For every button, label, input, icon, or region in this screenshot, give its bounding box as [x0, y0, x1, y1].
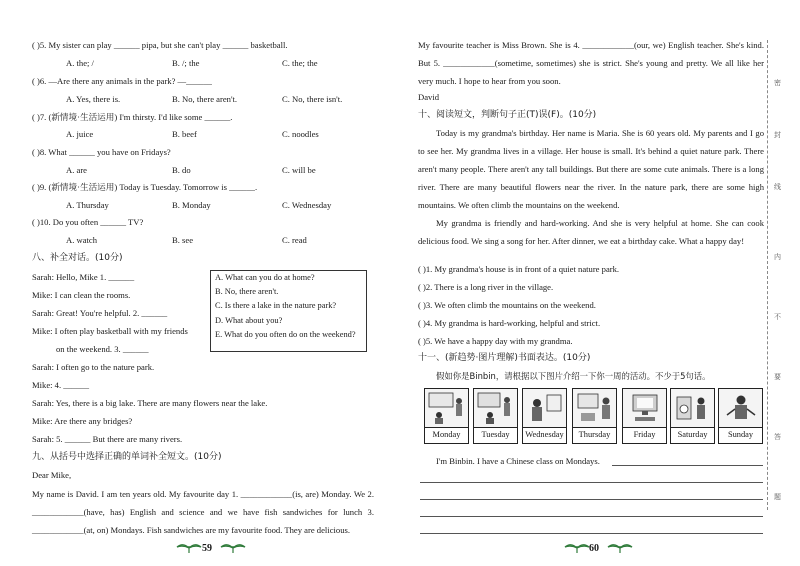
- seam-label: 密: [774, 79, 781, 87]
- section-10-title: 十、阅读短文，判断句子正(T)误(F)。(10分): [418, 110, 597, 120]
- day-picture-tuesday: [473, 388, 518, 444]
- writing-line[interactable]: [420, 499, 763, 500]
- page-number: 60: [589, 543, 599, 554]
- option-c: C. Is there a lake in the nature park?: [215, 301, 337, 311]
- mc-option-c: C. will be: [282, 165, 316, 175]
- tf-question: ( )5. We have a happy day with my grandma.: [418, 336, 573, 346]
- mc-option-a: A. are: [66, 165, 87, 175]
- seam-label: 题: [774, 493, 781, 501]
- mc-question-8: ( )8. What ______ you have on Fridays?: [32, 147, 171, 157]
- dialogue-line: Mike: I often play basketball with my friends: [32, 326, 188, 336]
- seam-label: 答: [774, 433, 781, 441]
- writing-line[interactable]: [420, 482, 763, 483]
- day-label: Wednesday: [523, 427, 566, 443]
- mc-option-c: C. read: [282, 235, 307, 245]
- day-picture-wednesday: [522, 388, 567, 444]
- day-label: Monday: [425, 427, 468, 443]
- leaf-ornament-icon: [564, 542, 590, 554]
- leaf-ornament-icon: [220, 542, 246, 554]
- letter-passage: My name is David. I am ten years old. My favourite day 1. ____________(is, are) Monday. We 2. ____________(have, has) English and science and we have fish sandwiches for lunch 3. ____________(at, on) Mondays. Fish sandwiches are my favourite food. They are delicious.: [32, 489, 374, 535]
- playing-scene-icon: [721, 391, 761, 425]
- classroom-scene-icon: [427, 391, 467, 425]
- option-d: D. What about you?: [215, 315, 283, 325]
- option-b: B. No, there aren't.: [215, 287, 279, 297]
- day-picture-monday: [424, 388, 469, 444]
- tf-question: ( )1. My grandma's house is in front of a quiet nature park.: [418, 264, 620, 274]
- writing-line[interactable]: [612, 465, 763, 466]
- computer-scene-icon: [625, 391, 665, 425]
- dialogue-line: Sarah: Hello, Mike 1. ______: [32, 272, 135, 282]
- washing-clothes-scene-icon: [673, 391, 713, 425]
- dialogue-options-box: [210, 270, 367, 352]
- mc-option-b: B. see: [172, 235, 194, 245]
- day-label: Tuesday: [474, 427, 517, 443]
- letter-passage-continued: My favourite teacher is Miss Brown. She is 4. ____________(our, we) English teacher. She's kind. But 5. ____________(sometime, sometimes) she is strict. She's young and pretty. We all like her very much. I hope to hear from you soon.: [418, 40, 764, 86]
- day-label: Thursday: [573, 427, 616, 443]
- day-picture-sunday: [718, 388, 763, 444]
- mc-option-c: C. noodles: [282, 129, 319, 139]
- mc-option-b: B. No, there aren't.: [172, 94, 238, 104]
- reading-paragraph-2: My grandma is friendly and hard-working. And she is very helpful at home. She can cook delicious food. We sing a song for her. After dinner, we eat a birthday cake. What a happy day!: [418, 218, 764, 246]
- binding-seam-line: [767, 40, 768, 510]
- dialogue-line: Sarah: I often go to the nature park.: [32, 362, 155, 372]
- day-label: Friday: [623, 427, 666, 443]
- seam-label: 要: [774, 373, 781, 381]
- page-number: 59: [202, 543, 212, 554]
- section-9-title: 九、从括号中选择正确的单词补全短文。(10分): [32, 452, 222, 462]
- section-11-title: 十一、(新趋势·图片理解)书面表达。(10分): [418, 353, 591, 363]
- mc-option-b: B. /; the: [172, 58, 200, 68]
- mc-option-a: A. watch: [66, 235, 98, 245]
- mc-option-a: A. Thursday: [66, 200, 109, 210]
- math-class-scene-icon: [476, 391, 516, 425]
- mc-option-a: A. the; /: [66, 58, 94, 68]
- seam-label: 不: [774, 313, 781, 321]
- option-e: E. What do you often do on the weekend?: [215, 329, 356, 339]
- dialogue-line: Mike: I can clean the rooms.: [32, 290, 131, 300]
- dialogue-line: Mike: 4. ______: [32, 380, 90, 390]
- day-label: Sunday: [719, 427, 762, 443]
- section-8-title: 八、补全对话。(10分): [32, 253, 123, 263]
- writing-start-sentence: I'm Binbin. I have a Chinese class on Mondays.: [436, 456, 600, 466]
- mc-option-c: C. No, there isn't.: [282, 94, 343, 104]
- tf-question: ( )2. There is a long river in the village.: [418, 282, 554, 292]
- letter-greeting: Dear Mike,: [32, 470, 72, 480]
- mc-option-b: B. do: [172, 165, 191, 175]
- reading-paragraph-1: Today is my grandma's birthday. Her name is Maria. She is 60 years old. My parents and I go to see her. My grandma lives in a village. Her house is small. It's behind a quiet nature park. There aren't many people. There aren't any tall buildings. But there are some cute animals. There is a long river. There are many beautiful flowers near the river. In the nature park, there are some high mountains. We often climb the mountains on the weekend.: [418, 128, 764, 210]
- seam-label: 内: [774, 253, 781, 261]
- letter-signature: David: [418, 92, 440, 102]
- leaf-ornament-icon: [176, 542, 202, 554]
- mc-question-10: ( )10. Do you often ______ TV?: [32, 217, 144, 227]
- day-picture-saturday: [670, 388, 715, 444]
- seam-label: 线: [774, 183, 781, 191]
- mc-question-7: ( )7. (新情境·生活运用) I'm thirsty. I'd like some ______.: [32, 112, 233, 122]
- mc-option-c: C. Wednesday: [282, 200, 332, 210]
- mc-option-a: A. juice: [66, 129, 94, 139]
- dialogue-line: Sarah: Great! You're helpful. 2. ______: [32, 308, 168, 318]
- tf-question: ( )4. My grandma is hard-working, helpful and strict.: [418, 318, 601, 328]
- mc-option-c: C. the; the: [282, 58, 318, 68]
- art-class-scene-icon: [525, 391, 565, 425]
- mc-option-b: B. beef: [172, 129, 197, 139]
- mc-question-9: ( )9. (新情境·生活运用) Today is Tuesday. Tomorrow is ______.: [32, 182, 258, 192]
- chinese-class-scene-icon: [575, 391, 615, 425]
- mc-question-6: ( )6. —Are there any animals in the park? —______: [32, 76, 212, 86]
- day-label: Saturday: [671, 427, 714, 443]
- mc-option-b: B. Monday: [172, 200, 211, 210]
- dialogue-line: Mike: Are there any bridges?: [32, 416, 133, 426]
- writing-line[interactable]: [420, 533, 763, 534]
- tf-question: ( )3. We often climb the mountains on the weekend.: [418, 300, 596, 310]
- mc-option-a: A. Yes, there is.: [66, 94, 121, 104]
- mc-question-5: ( )5. My sister can play ______ pipa, but she can't play ______ basketball.: [32, 40, 288, 50]
- option-a: A. What can you do at home?: [215, 273, 315, 282]
- dialogue-line: Sarah: Yes, there is a big lake. There are many flowers near the lake.: [32, 398, 268, 408]
- seam-label: 封: [774, 131, 781, 139]
- leaf-ornament-icon: [607, 542, 633, 554]
- day-picture-friday: [622, 388, 667, 444]
- day-picture-thursday: [572, 388, 617, 444]
- dialogue-line: Sarah: 5. ______ But there are many rivers.: [32, 434, 183, 444]
- dialogue-line: on the weekend. 3. ______: [56, 344, 149, 354]
- writing-line[interactable]: [420, 516, 763, 517]
- writing-instruction: 假如你是Binbin，请根据以下图片介绍一下你一周的活动。不少于5句话。: [436, 371, 711, 381]
